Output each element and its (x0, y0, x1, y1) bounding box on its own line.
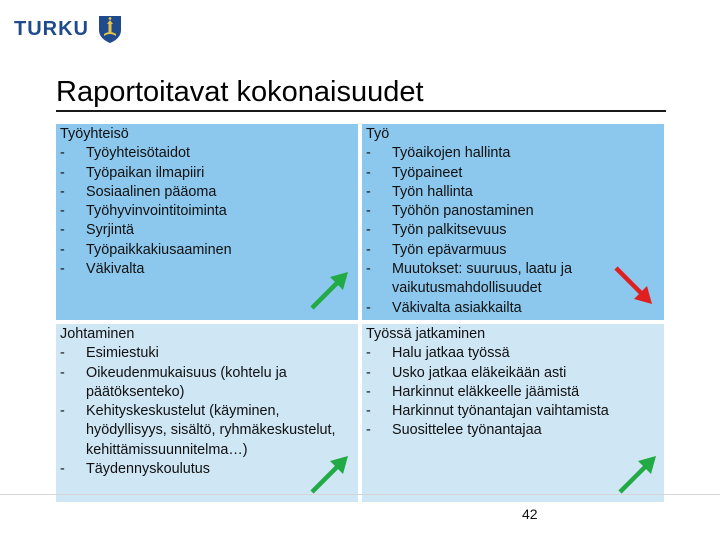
list-item: - Oikeudenmukaisuus (kohtelu ja päätöksenteko) (60, 364, 354, 403)
list-item: - Työyhteisötaidot (60, 144, 354, 163)
list-item: - Sosiaalinen pääoma (60, 183, 354, 202)
list-item: - Työhyvinvointitoiminta (60, 202, 354, 221)
slide-title: Raportoitavat kokonaisuudet (56, 76, 424, 108)
quadrant-leadership (56, 324, 358, 502)
turku-crest-icon (97, 14, 123, 44)
list-item: - Halu jatkaa työssä (366, 344, 660, 363)
logo-text: TURKU (14, 17, 89, 40)
list-item: - Syrjintä (60, 221, 354, 240)
arrow-up-right-icon (308, 268, 352, 312)
list-item: - Väkivalta asiakkailta (366, 299, 660, 318)
quadrant-grid (56, 124, 664, 502)
list-item: - Työpaikan ilmapiiri (60, 164, 354, 183)
list-item: - Muutokset: suuruus, laatu ja vaikutusmahdollisuudet (366, 260, 660, 299)
list-item: - Kehityskeskustelut (käyminen, hyödyllisyys, sisältö, ryhmäkeskustelut, kehittämissuunnitelma…) (60, 402, 354, 460)
arrow-up-right-icon (308, 452, 352, 496)
quadrant-work-community (56, 124, 358, 320)
list-item: - Esimiestuki (60, 344, 354, 363)
list-item: - Usko jatkaa eläkeikään asti (366, 364, 660, 383)
list-item: - Työhön panostaminen (366, 202, 660, 221)
list-item: - Väkivalta (60, 260, 354, 279)
list-item: - Työpaineet (366, 164, 660, 183)
quadrant-title: Työ (366, 126, 390, 142)
quadrant-list (60, 144, 354, 279)
list-item: - Työn palkitsevuus (366, 221, 660, 240)
quadrant-title: Työssä jatkaminen (366, 326, 486, 342)
list-item: - Työn epävarmuus (366, 241, 660, 260)
list-item: - Harkinnut työnantajan vaihtamista (366, 402, 660, 421)
arrow-down-right-icon (612, 264, 656, 308)
list-item: - Suosittelee työnantajaa (366, 421, 660, 440)
page-number: 42 (522, 506, 538, 522)
list-item: - Harkinnut eläkkeelle jäämistä (366, 383, 660, 402)
list-item: - Täydennyskoulutus (60, 460, 354, 479)
list-item: - Työpaikkakiusaaminen (60, 241, 354, 260)
quadrant-title: Johtaminen (60, 326, 135, 342)
quadrant-work (362, 124, 664, 320)
arrow-up-right-icon (616, 452, 660, 496)
turku-logo (14, 14, 123, 44)
quadrant-continuing-at-work (362, 324, 664, 502)
quadrant-list (366, 344, 660, 440)
title-divider (56, 110, 666, 112)
footer-divider (0, 494, 720, 495)
quadrant-title: Työyhteisö (60, 126, 129, 142)
list-item: - Työn hallinta (366, 183, 660, 202)
list-item: - Työaikojen hallinta (366, 144, 660, 163)
